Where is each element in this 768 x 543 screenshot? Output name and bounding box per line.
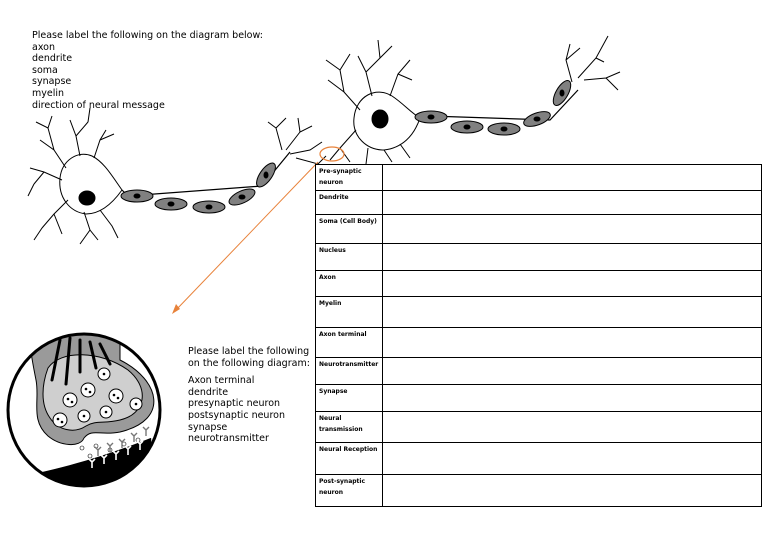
term-cell: Neurotransmitter [316,358,383,385]
instruction-item-dendrite: dendrite [32,53,73,65]
term-cell: Axon [316,271,383,297]
table-row [316,271,762,297]
answer-cell[interactable] [383,412,762,443]
table-row [316,443,762,475]
table-row [316,244,762,271]
instruction-item-presynaptic: presynaptic neuron [188,398,281,410]
instruction-item-neurotransmitter: neurotransmitter [188,433,269,445]
answer-cell[interactable] [383,244,762,271]
answer-cell[interactable] [383,271,762,297]
table-row [316,475,762,507]
right-neuron [326,36,620,164]
instruction-item-direction: direction of neural message [32,99,165,111]
instructions-bottom-heading-1: Please label the following [188,346,310,357]
right-myelin [415,78,574,135]
term-cell: Axon terminal [316,328,383,358]
answer-cell[interactable] [383,443,762,475]
answer-cell[interactable] [383,215,762,244]
term-cell: Post-synaptic neuron [316,475,383,507]
instruction-item-axon: axon [32,41,55,53]
term-cell: Nucleus [316,244,383,271]
instruction-item-myelin: myelin [32,87,65,99]
term-cell: Soma (Cell Body) [316,215,383,244]
answer-cell[interactable] [383,475,762,507]
zoom-arrow-line [176,162,318,310]
left-neuron [28,108,326,244]
instruction-item-dendrite: dendrite [188,386,229,398]
instruction-item-synapse: synapse [32,76,72,88]
answer-cell[interactable] [383,191,762,215]
table-row [316,358,762,385]
answer-cell[interactable] [383,358,762,385]
instructions-bottom [188,346,310,445]
terms-table [315,164,762,507]
instruction-item-synapse: synapse [188,421,228,433]
term-cell: Myelin [316,297,383,328]
synapse-highlight-circle [320,147,344,161]
answer-cell[interactable] [383,165,762,191]
answer-cell[interactable] [383,385,762,412]
table-row [316,191,762,215]
term-cell: Pre-synaptic neuron [316,165,383,191]
table-row [316,328,762,358]
left-nucleus [79,191,95,205]
right-nucleus [372,110,388,128]
answer-cell[interactable] [383,328,762,358]
table-row [316,385,762,412]
left-soma [60,154,122,214]
term-cell: Dendrite [316,191,383,215]
instruction-item-soma: soma [32,64,58,76]
table-row [316,215,762,244]
instruction-item-postsynaptic: postsynaptic neuron [188,409,285,421]
term-cell: Neural Reception [316,443,383,475]
term-cell: Neural transmission [316,412,383,443]
table-row [316,165,762,191]
zoom-arrow-head [172,304,180,314]
synapse-zoom [0,320,170,500]
answer-cell[interactable] [383,297,762,328]
instruction-item-axon-terminal: Axon terminal [188,375,255,387]
instructions-bottom-heading-2: on the following diagram: [188,357,310,369]
table-row [316,297,762,328]
table-row [316,412,762,443]
term-cell: Synapse [316,385,383,412]
instructions-top-heading: Please label the following on the diagram below: [32,30,263,41]
